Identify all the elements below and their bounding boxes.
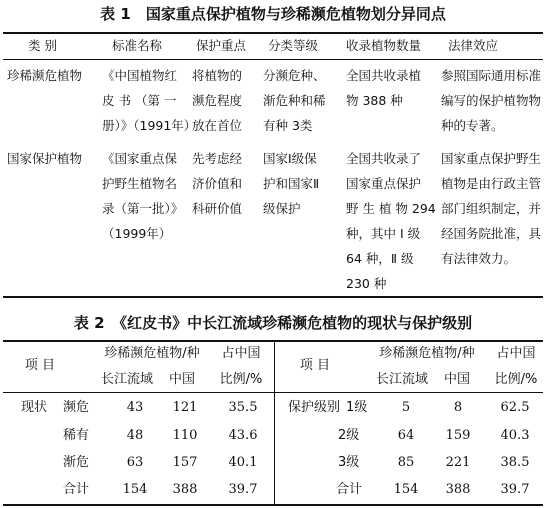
table2-right-row-ratio: 38.5 [500, 455, 530, 470]
table2-left-row-ratio: 39.7 [228, 482, 258, 497]
table1-row-grade-line: 渐危种和稀 [263, 93, 326, 108]
table1-row-law-line: 参照国际通用标准 [441, 68, 542, 83]
table2-left-header-yangtze: 长江流域 [100, 372, 153, 387]
table2-right-row-label: 2级 [338, 428, 360, 443]
table1-row-law-line: 植物是由行政主管 [441, 176, 542, 191]
table1-header-grade: 分类等级 [268, 38, 319, 53]
table1-row-law-line: 国家重点保护野生 [441, 151, 542, 166]
table1-header-focus: 保护重点 [196, 38, 247, 53]
table1-header-standard: 标准名称 [112, 38, 163, 53]
table2-right-header-yangtze: 长江流域 [375, 372, 428, 387]
table2-left-row-china: 157 [172, 455, 198, 470]
table2-left-row-china: 121 [172, 400, 198, 415]
table2-left-row-ratio: 43.6 [228, 428, 258, 443]
table1-row-law-line: 经国务院批准，具 [441, 226, 542, 241]
table2-right-row-china: 221 [445, 455, 471, 470]
table2-right-row-yangtze: 154 [393, 482, 419, 497]
table1-row-standard-line: 《国家重点保 [102, 151, 178, 166]
table1-row-grade-line: 护和国家Ⅱ [263, 176, 320, 191]
table1-row-count-line: 全国共收录了 [346, 151, 422, 166]
table2-title: 表 2 《红皮书》中长江流域珍稀濒危植物的现状与保护级别 [73, 314, 473, 332]
table2-right-row-ratio: 39.7 [500, 482, 530, 497]
table1-row-standard-line: （1999年） [102, 226, 172, 241]
table2-right-group-label: 保护级别 [288, 400, 341, 415]
table2-left-row-yangtze: 43 [126, 400, 144, 415]
table1-row-law-line: 种的专著。 [441, 118, 504, 133]
table2-left-header-ratio-top: 占中国 [221, 346, 261, 361]
table1-row-standard-line: 皮 书 （第 一 [102, 93, 177, 108]
table2-left-header-item: 项 目 [24, 358, 56, 373]
table2-left-row-label: 稀有 [63, 428, 90, 443]
table1-header-category: 类 别 [28, 38, 57, 53]
table1-row-focus-line: 济价值和 [192, 176, 243, 191]
table1-header-law: 法律效应 [448, 38, 499, 53]
table2-center-divider [274, 341, 275, 505]
table1-row-focus-line: 濒危程度 [192, 93, 243, 108]
table2-left-row-yangtze: 48 [126, 428, 144, 443]
table1-row-standard-line: 录（第一批）》 [102, 201, 184, 216]
table2-right-header-ratio-bottom: 比例/% [494, 372, 538, 387]
table1-row-focus-line: 科研价值 [192, 201, 243, 216]
table2-right-row-china: 159 [445, 428, 471, 443]
table1-header-rule [3, 59, 543, 60]
table1-row-count-line: 种，其中 Ⅰ 级 [346, 226, 421, 241]
table2-right-header-item: 项 目 [299, 358, 331, 373]
table2-right-row-china: 8 [453, 400, 463, 415]
table2-right-header-ratio-top: 占中国 [496, 346, 536, 361]
table1-row-law-line: 编写的保护植物物 [441, 93, 542, 108]
table1-row-grade-line: 国家Ⅰ级保 [263, 151, 317, 166]
table1-row-count-line: 64 种，Ⅱ 级 [346, 251, 414, 266]
table1-row-standard-line: 册）》（1991年） [102, 118, 197, 133]
table1-row-standard-line: 护野生植物名 [102, 176, 178, 191]
table2-left-row-china: 388 [172, 482, 198, 497]
table1-bottom-rule [3, 296, 543, 298]
table1-row-standard-line: 《中国植物红 [102, 68, 178, 83]
table2-right-row-yangtze: 5 [401, 400, 411, 415]
table1-row-count-line: 物 388 种 [346, 93, 403, 108]
table2-right-row-yangtze: 64 [397, 428, 415, 443]
table2-left-row-yangtze: 63 [126, 455, 144, 470]
table1-row-grade-line: 有种 3类 [263, 118, 313, 133]
table1-row-count-line: 230 种 [346, 276, 387, 291]
table2-right-row-label: 1级 [346, 400, 368, 415]
table2-right-row-ratio: 40.3 [500, 428, 530, 443]
table2-right-row-yangtze: 85 [397, 455, 415, 470]
table2-left-row-ratio: 40.1 [228, 455, 258, 470]
table2-right-row-label: 合计 [336, 482, 363, 497]
table1-row-category: 国家保护植物 [7, 151, 83, 166]
table2-left-group-label: 现状 [21, 400, 48, 415]
table2-left-row-label: 渐危 [63, 455, 90, 470]
table2-left-row-label: 濒危 [63, 400, 90, 415]
table2-bottom-rule [3, 504, 543, 506]
table1-row-focus-line: 放在首位 [192, 118, 243, 133]
table1-row-focus-line: 将植物的 [192, 68, 243, 83]
table2-header-rule [3, 392, 543, 393]
table2-left-header-group: 珍稀濒危植物/种 [104, 346, 200, 361]
table2-right-row-ratio: 62.5 [500, 400, 530, 415]
table2-left-row-china: 110 [172, 428, 198, 443]
table1-row-law-line: 有法律效力。 [441, 251, 517, 266]
table1-row-count-line: 全国共收录植 [346, 68, 422, 83]
table1-row-focus-line: 先考虑经 [192, 151, 243, 166]
table1-title: 表 1 国家重点保护植物与珍稀濒危植物划分异同点 [100, 5, 446, 23]
table1-row-grade-line: 级保护 [263, 201, 301, 216]
table2-left-row-label: 合计 [63, 482, 90, 497]
table2-right-header-china: 中国 [443, 372, 470, 387]
table2-left-row-ratio: 35.5 [228, 400, 258, 415]
table2-right-row-china: 388 [445, 482, 471, 497]
table2-right-row-label: 3级 [338, 455, 360, 470]
table1-row-grade-line: 分濒危种、 [263, 68, 326, 83]
table2-top-rule [3, 340, 543, 342]
table1-row-count-line: 野 生 植 物 294 [346, 201, 436, 216]
table2-left-row-yangtze: 154 [122, 482, 148, 497]
table2-left-header-china: 中国 [168, 372, 195, 387]
table1-row-count-line: 国家重点保护 [346, 176, 422, 191]
table2-left-header-ratio-bottom: 比例/% [219, 372, 263, 387]
table1-header-count: 收录植物数量 [346, 38, 422, 53]
table1-top-rule [3, 32, 543, 34]
table1-row-category: 珍稀濒危植物 [7, 68, 83, 83]
table2-right-header-group: 珍稀濒危植物/种 [379, 346, 475, 361]
table1-row-law-line: 部门组织制定，并 [441, 201, 542, 216]
